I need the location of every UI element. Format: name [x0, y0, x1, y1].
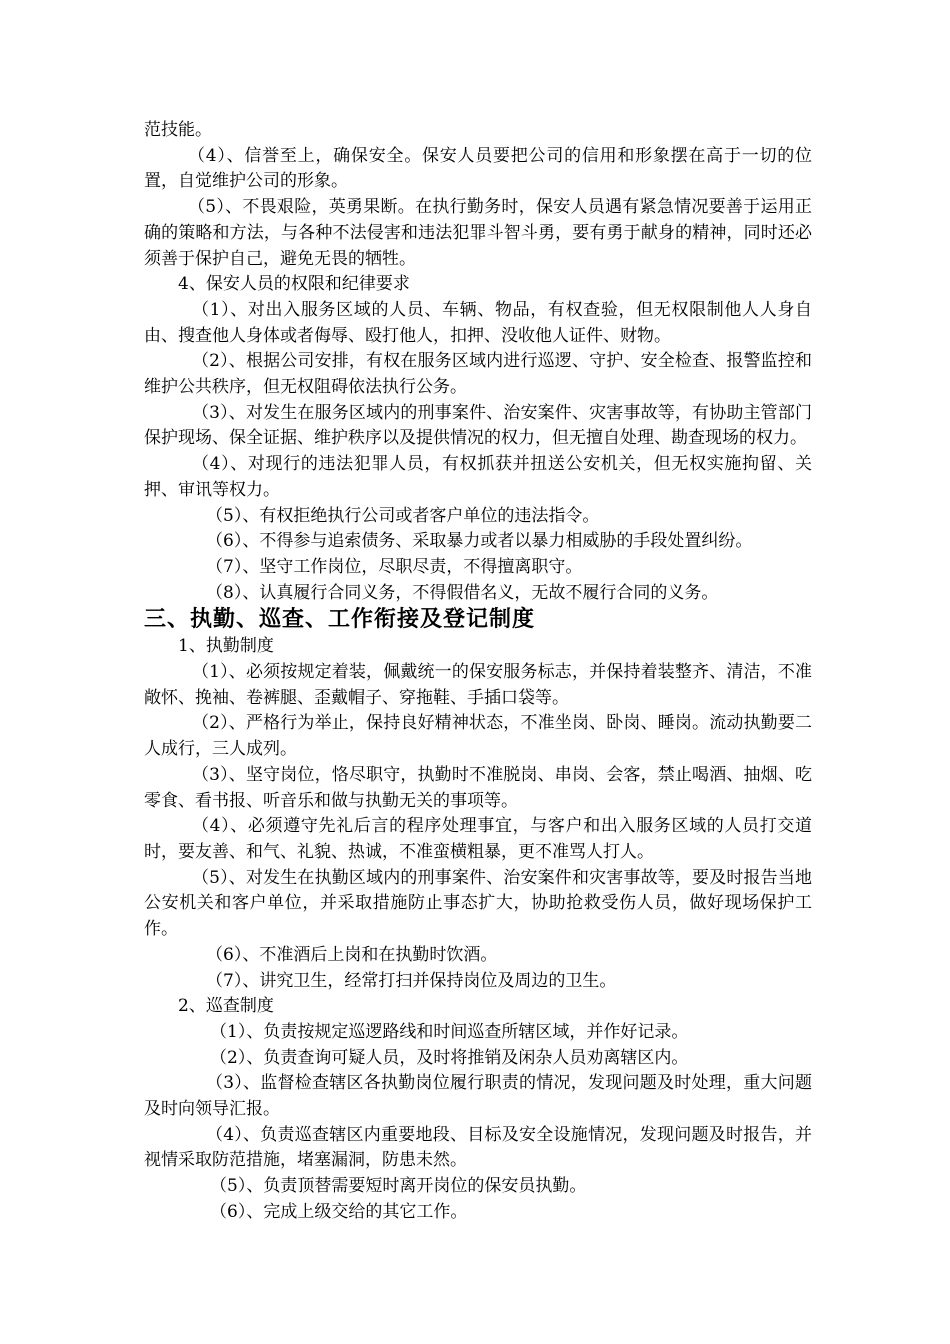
paragraph: （2）、负责查询可疑人员，及时将推销及闲杂人员劝离辖区内。	[210, 1047, 689, 1068]
paragraph: （7）、坚守工作岗位，尽职尽责，不得擅离职守。	[206, 556, 583, 577]
paragraph: （4）、负责巡查辖区内重要地段、目标及安全设施情况，发现问题及时报告，并视情采取防范措施，堵塞漏洞，防患未然。	[144, 1124, 812, 1171]
subsection-title: 2、巡查制度	[178, 996, 274, 1017]
subsection-title: 4、保安人员的权限和纪律要求	[178, 274, 410, 295]
document-body	[144, 118, 812, 1226]
paragraph: 范技能。	[144, 120, 212, 140]
paragraph: （5）、有权拒绝执行公司或者客户单位的违法指令。	[206, 505, 600, 526]
paragraph: （6）、不准酒后上岗和在执勤时饮酒。	[206, 944, 498, 965]
paragraph: （2）、严格行为举止，保持良好精神状态，不准坐岗、卧岗、睡岗。流动执勤要二人成行，三人成列。	[144, 713, 812, 760]
paragraph: （1）、必须按规定着装，佩戴统一的保安服务标志，并保持着装整齐、清洁，不准敞怀、挽袖、卷裤腿、歪戴帽子、穿拖鞋、手插口袋等。	[144, 662, 812, 708]
paragraph: （2）、根据公司安排，有权在服务区域内进行巡逻、守护、安全检查、报警监控和维护公共秩序，但无权阻碍依法执行公务。	[144, 351, 812, 398]
paragraph: （1）、对出入服务区域的人员、车辆、物品，有权查验，但无权限制他人人身自由、搜查他人身体或者侮辱、殴打他人，扣押、没收他人证件、财物。	[144, 299, 812, 346]
paragraph: （5）、不畏艰险，英勇果断。在执行勤务时，保安人员遇有紧急情况要善于运用正确的策略和方法，与各种不法侵害和违法犯罪斗智斗勇，要有勇于献身的精神，同时还必须善于保护自己，避免无畏的牺牲。	[144, 197, 812, 269]
paragraph: （3）、坚守岗位，恪尽职守，执勤时不准脱岗、串岗、会客，禁止喝酒、抽烟、吃零食、看书报、听音乐和做与执勤无关的事项等。	[144, 764, 812, 811]
paragraph: （7）、讲究卫生，经常打扫并保持岗位及周边的卫生。	[206, 970, 617, 991]
subsection-title: 1、执勤制度	[178, 636, 274, 657]
paragraph: （3）、对发生在服务区域内的刑事案件、治安案件、灾害事故等，有协助主管部门保护现场、保全证据、维护秩序以及提供情况的权力，但无擅自处理、勘查现场的权力。	[144, 402, 812, 449]
paragraph: （8）、认真履行合同义务，不得假借名义，无故不履行合同的义务。	[206, 582, 719, 603]
paragraph: （5）、负责顶替需要短时离开岗位的保安员执勤。	[210, 1176, 587, 1197]
paragraph: （4）、信誉至上，确保安全。保安人员要把公司的信用和形象摆在高于一切的位置，自觉维护公司的形象。	[144, 145, 812, 192]
paragraph: （1）、负责按规定巡逻路线和时间巡查所辖区域，并作好记录。	[210, 1021, 689, 1042]
paragraph: （6）、完成上级交给的其它工作。	[210, 1201, 468, 1222]
paragraph: （4）、必须遵守先礼后言的程序处理事宜，与客户和出入服务区域的人员打交道时，要友善、和气、礼貌、热诚，不准蛮横粗暴，更不准骂人打人。	[144, 816, 812, 862]
section-heading: 三、执勤、巡查、工作衔接及登记制度	[144, 607, 536, 633]
paragraph: （3）、监督检查辖区各执勤岗位履行职责的情况，发现问题及时处理，重大问题及时向领导汇报。	[144, 1073, 812, 1120]
paragraph: （6）、不得参与追索债务、采取暴力或者以暴力相威胁的手段处置纠纷。	[206, 531, 753, 552]
paragraph: （4）、对现行的违法犯罪人员，有权抓获并扭送公安机关，但无权实施拘留、关押、审讯等权力。	[144, 454, 812, 500]
paragraph: （5）、对发生在执勤区域内的刑事案件、治安案件和灾害事故等，要及时报告当地公安机关和客户单位，并采取措施防止事态扩大，协助抢救受伤人员，做好现场保护工作。	[144, 867, 812, 940]
